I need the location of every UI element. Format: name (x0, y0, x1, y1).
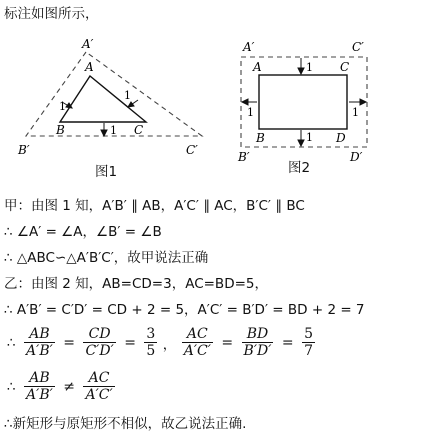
equals-sign: = (63, 334, 75, 351)
spacing-arrow-bottom (101, 123, 107, 136)
fraction-ac-denominator: A′C′ (183, 343, 211, 359)
fraction-bd (242, 326, 274, 359)
equals-sign: = (221, 334, 234, 351)
inner-triangle (60, 76, 146, 122)
fig2-label-D1: D′ (350, 150, 363, 164)
fig2-label-D: D (336, 131, 346, 145)
fraction-ac (83, 370, 114, 403)
fig2-spacing-right: 1 (352, 106, 359, 119)
fraction-ab-denominator: A′B′ (26, 387, 53, 403)
fraction-ab (24, 326, 55, 359)
fig2-spacing-arrow-left (242, 99, 257, 105)
fig2-label-B1: B′ (238, 150, 250, 164)
figure-1-caption: 图1 (95, 164, 118, 180)
equals-sign: = (281, 334, 294, 351)
fig1-spacing-left: 1 (59, 100, 66, 113)
ratio-inequality (4, 370, 116, 403)
fraction-ab (24, 370, 55, 403)
fig2-label-A: A (253, 60, 262, 74)
fig1-label-A1: A′ (82, 38, 94, 51)
fraction-ab-numerator: AB (29, 370, 50, 386)
ratio-equation (4, 326, 316, 359)
fraction-3-5 (144, 326, 157, 359)
fig2-spacing-arrow-bottom (298, 130, 304, 146)
not-equal-sign: ≠ (63, 378, 75, 395)
fig2-spacing-left: 1 (247, 106, 254, 119)
fig1-label-A: A (85, 60, 94, 74)
fig1-label-B: B (56, 123, 65, 137)
fig1-label-B1: B′ (18, 143, 30, 157)
solution-yi-line-1: 乙：由图 2 知，AB=CD=3，AC=BD=5， (4, 276, 268, 292)
solution-jia-line-1: 甲：由图 1 知，A′B′ ∥ AB，A′C′ ∥ AC，B′C′ ∥ BC (4, 198, 305, 214)
fig2-label-A1: A′ (243, 40, 255, 54)
comma-separator: ， (162, 336, 177, 353)
therefore-symbol: ∴ (7, 334, 16, 351)
fraction-3-5-denominator: 5 (146, 343, 156, 359)
fig2-spacing-arrow-right (349, 99, 366, 105)
figure-2-caption: 图2 (288, 160, 311, 176)
fraction-cd-numerator: CD (88, 326, 111, 342)
solution-jia-line-3: ∴ △ABC∽△A′B′C′，故甲说法正确 (4, 250, 209, 266)
fraction-3-5-numerator: 3 (146, 326, 156, 342)
fig1-label-C1: C′ (186, 143, 198, 157)
fraction-bd-denominator: B′D′ (243, 343, 272, 359)
fraction-cd (83, 326, 115, 359)
fig2-label-C1: C′ (352, 40, 364, 54)
fraction-5-7-denominator: 7 (304, 343, 313, 359)
intro-text: 标注如图所示， (4, 6, 99, 22)
fig2-spacing-arrow-top (298, 58, 304, 74)
therefore-symbol: ∴ (7, 378, 16, 395)
fraction-ac (182, 326, 213, 359)
solution-jia-line-2: ∴ ∠A′ = ∠A，∠B′ = ∠B (4, 224, 162, 240)
fraction-cd-denominator: C′D′ (85, 343, 114, 359)
inner-rectangle (259, 75, 347, 129)
fraction-ab-denominator: A′B′ (26, 343, 53, 359)
fig2-spacing-bottom: 1 (306, 131, 313, 144)
fraction-bd-numerator: BD (246, 326, 269, 342)
fig1-spacing-bottom: 1 (110, 124, 117, 137)
fraction-5-7 (302, 326, 315, 359)
solution-conclusion: ∴新矩形与原矩形不相似，故乙说法正确. (4, 416, 247, 432)
fraction-ac-numerator: AC (88, 370, 110, 386)
figure-2-rectangles (236, 38, 376, 168)
fraction-ac-denominator: A′C′ (85, 387, 113, 403)
fig1-spacing-right: 1 (124, 89, 131, 102)
figure-1-triangles (14, 38, 214, 178)
fraction-ac-numerator: AC (186, 326, 208, 342)
solution-yi-line-2: ∴ A′B′ = C′D′ = CD + 2 = 5，A′C′ = B′D′ = BD + 2 = 7 (4, 302, 365, 318)
fig2-spacing-top: 1 (306, 61, 313, 74)
equals-sign: = (124, 334, 136, 351)
fraction-ab-numerator: AB (29, 326, 50, 342)
fig2-label-B: B (256, 131, 265, 145)
fig2-label-C: C (340, 60, 350, 74)
fraction-5-7-numerator: 5 (304, 326, 313, 342)
fig1-label-C: C (134, 123, 144, 137)
